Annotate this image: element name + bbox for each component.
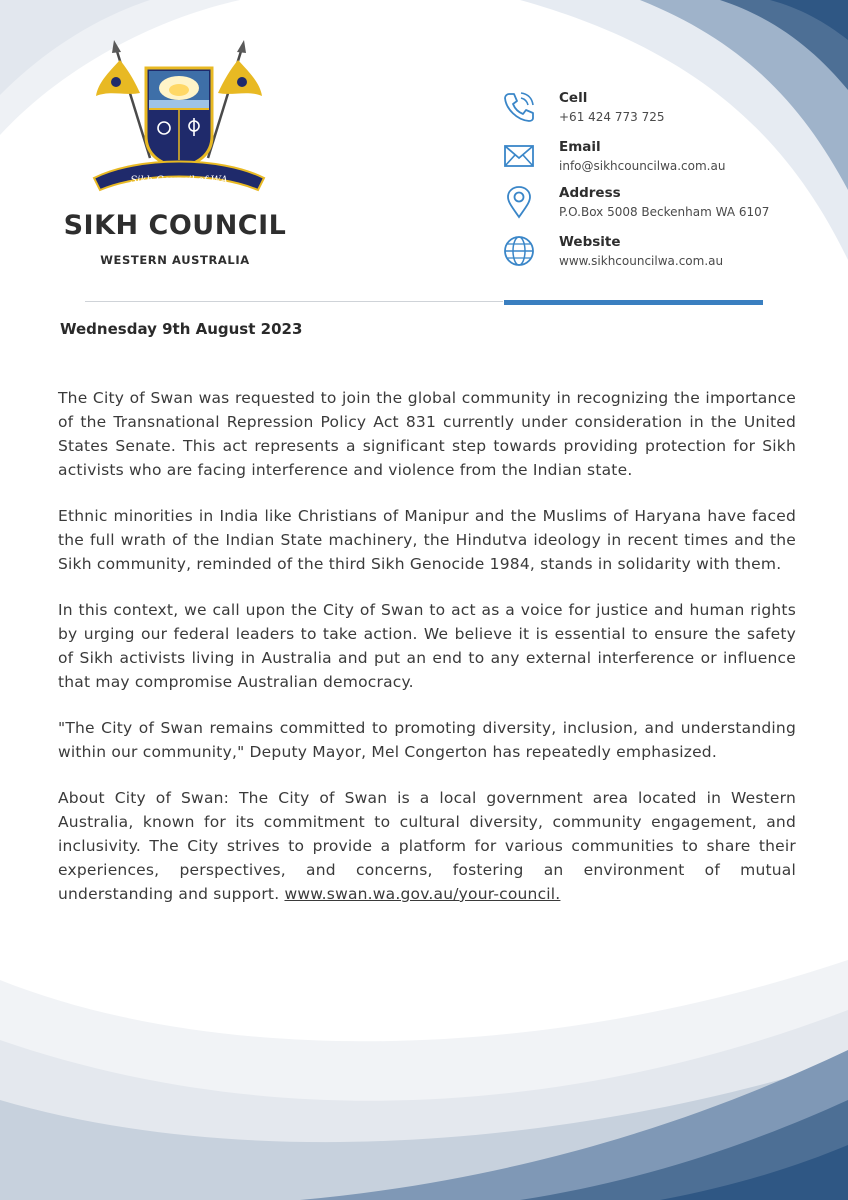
- svg-text:Sikh Council of WA: Sikh Council of WA: [130, 175, 228, 186]
- email-label: Email: [559, 139, 601, 155]
- letter-body: [58, 386, 796, 928]
- globe-icon: [502, 234, 536, 268]
- website-value: www.sikhcouncilwa.com.au: [559, 254, 724, 268]
- contact-website: [500, 234, 800, 280]
- envelope-icon: [502, 139, 536, 173]
- phone-icon: [502, 90, 536, 124]
- paragraph-3: In this context, we call upon the City of Swan to act as a voice for justice and human rights by urging our federal leaders to take action. We believe it is essential to ensure the safety of Sikh activists living in Australia and put an end to any external interference or influence that may compromise Australian democracy.: [58, 601, 796, 691]
- organization-subtitle: WESTERN AUSTRALIA: [100, 253, 250, 267]
- header-divider: [85, 301, 503, 302]
- paragraph-4: "The City of Swan remains committed to promoting diversity, inclusion, and understanding within our community," Deputy Mayor, Mel Congerton has repeatedly emphasized.: [58, 719, 796, 761]
- contact-address: [500, 185, 800, 231]
- contact-email: [500, 139, 800, 185]
- website-label: Website: [559, 234, 621, 250]
- sikh-council-logo: [88, 38, 270, 200]
- organization-name: SIKH COUNCIL: [63, 210, 287, 241]
- paragraph-1: The City of Swan was requested to join the global community in recognizing the importance of the Transnational Repression Policy Act 831 currently under consideration in the United States Senate. This act represents a significant step towards providing protection for Sikh activists who are facing interference and violence from the Indian state.: [58, 389, 796, 479]
- header-accent-bar: [504, 300, 763, 305]
- paragraph-5: [58, 786, 796, 906]
- paragraph-2: Ethnic minorities in India like Christians of Manipur and the Muslims of Haryana have faced the full wrath of the Indian State machinery, the Hindutva ideology in recent times and the Sikh community, reminded of the third Sikh Genocide 1984, stands in solidarity with them.: [58, 507, 796, 573]
- city-of-swan-link[interactable]: www.swan.wa.gov.au/your-council.: [284, 885, 561, 903]
- email-value: info@sikhcouncilwa.com.au: [559, 159, 726, 173]
- location-pin-icon: [502, 185, 536, 219]
- cell-value: +61 424 773 725: [559, 110, 665, 124]
- address-value: P.O.Box 5008 Beckenham WA 6107: [559, 205, 770, 219]
- letter-date: Wednesday 9th August 2023: [60, 320, 303, 338]
- contact-cell: [500, 90, 800, 136]
- cell-label: Cell: [559, 90, 588, 106]
- address-label: Address: [559, 185, 621, 201]
- paragraph-5-text: About City of Swan: The City of Swan is a local government area located in Western Australia, known for its commitment to cultural diversity, community engagement, and inclusivity. The City strives to provide a platform for various communities to share their experiences, perspectives, and concerns, fostering an environment of mutual understanding and support.: [58, 789, 796, 903]
